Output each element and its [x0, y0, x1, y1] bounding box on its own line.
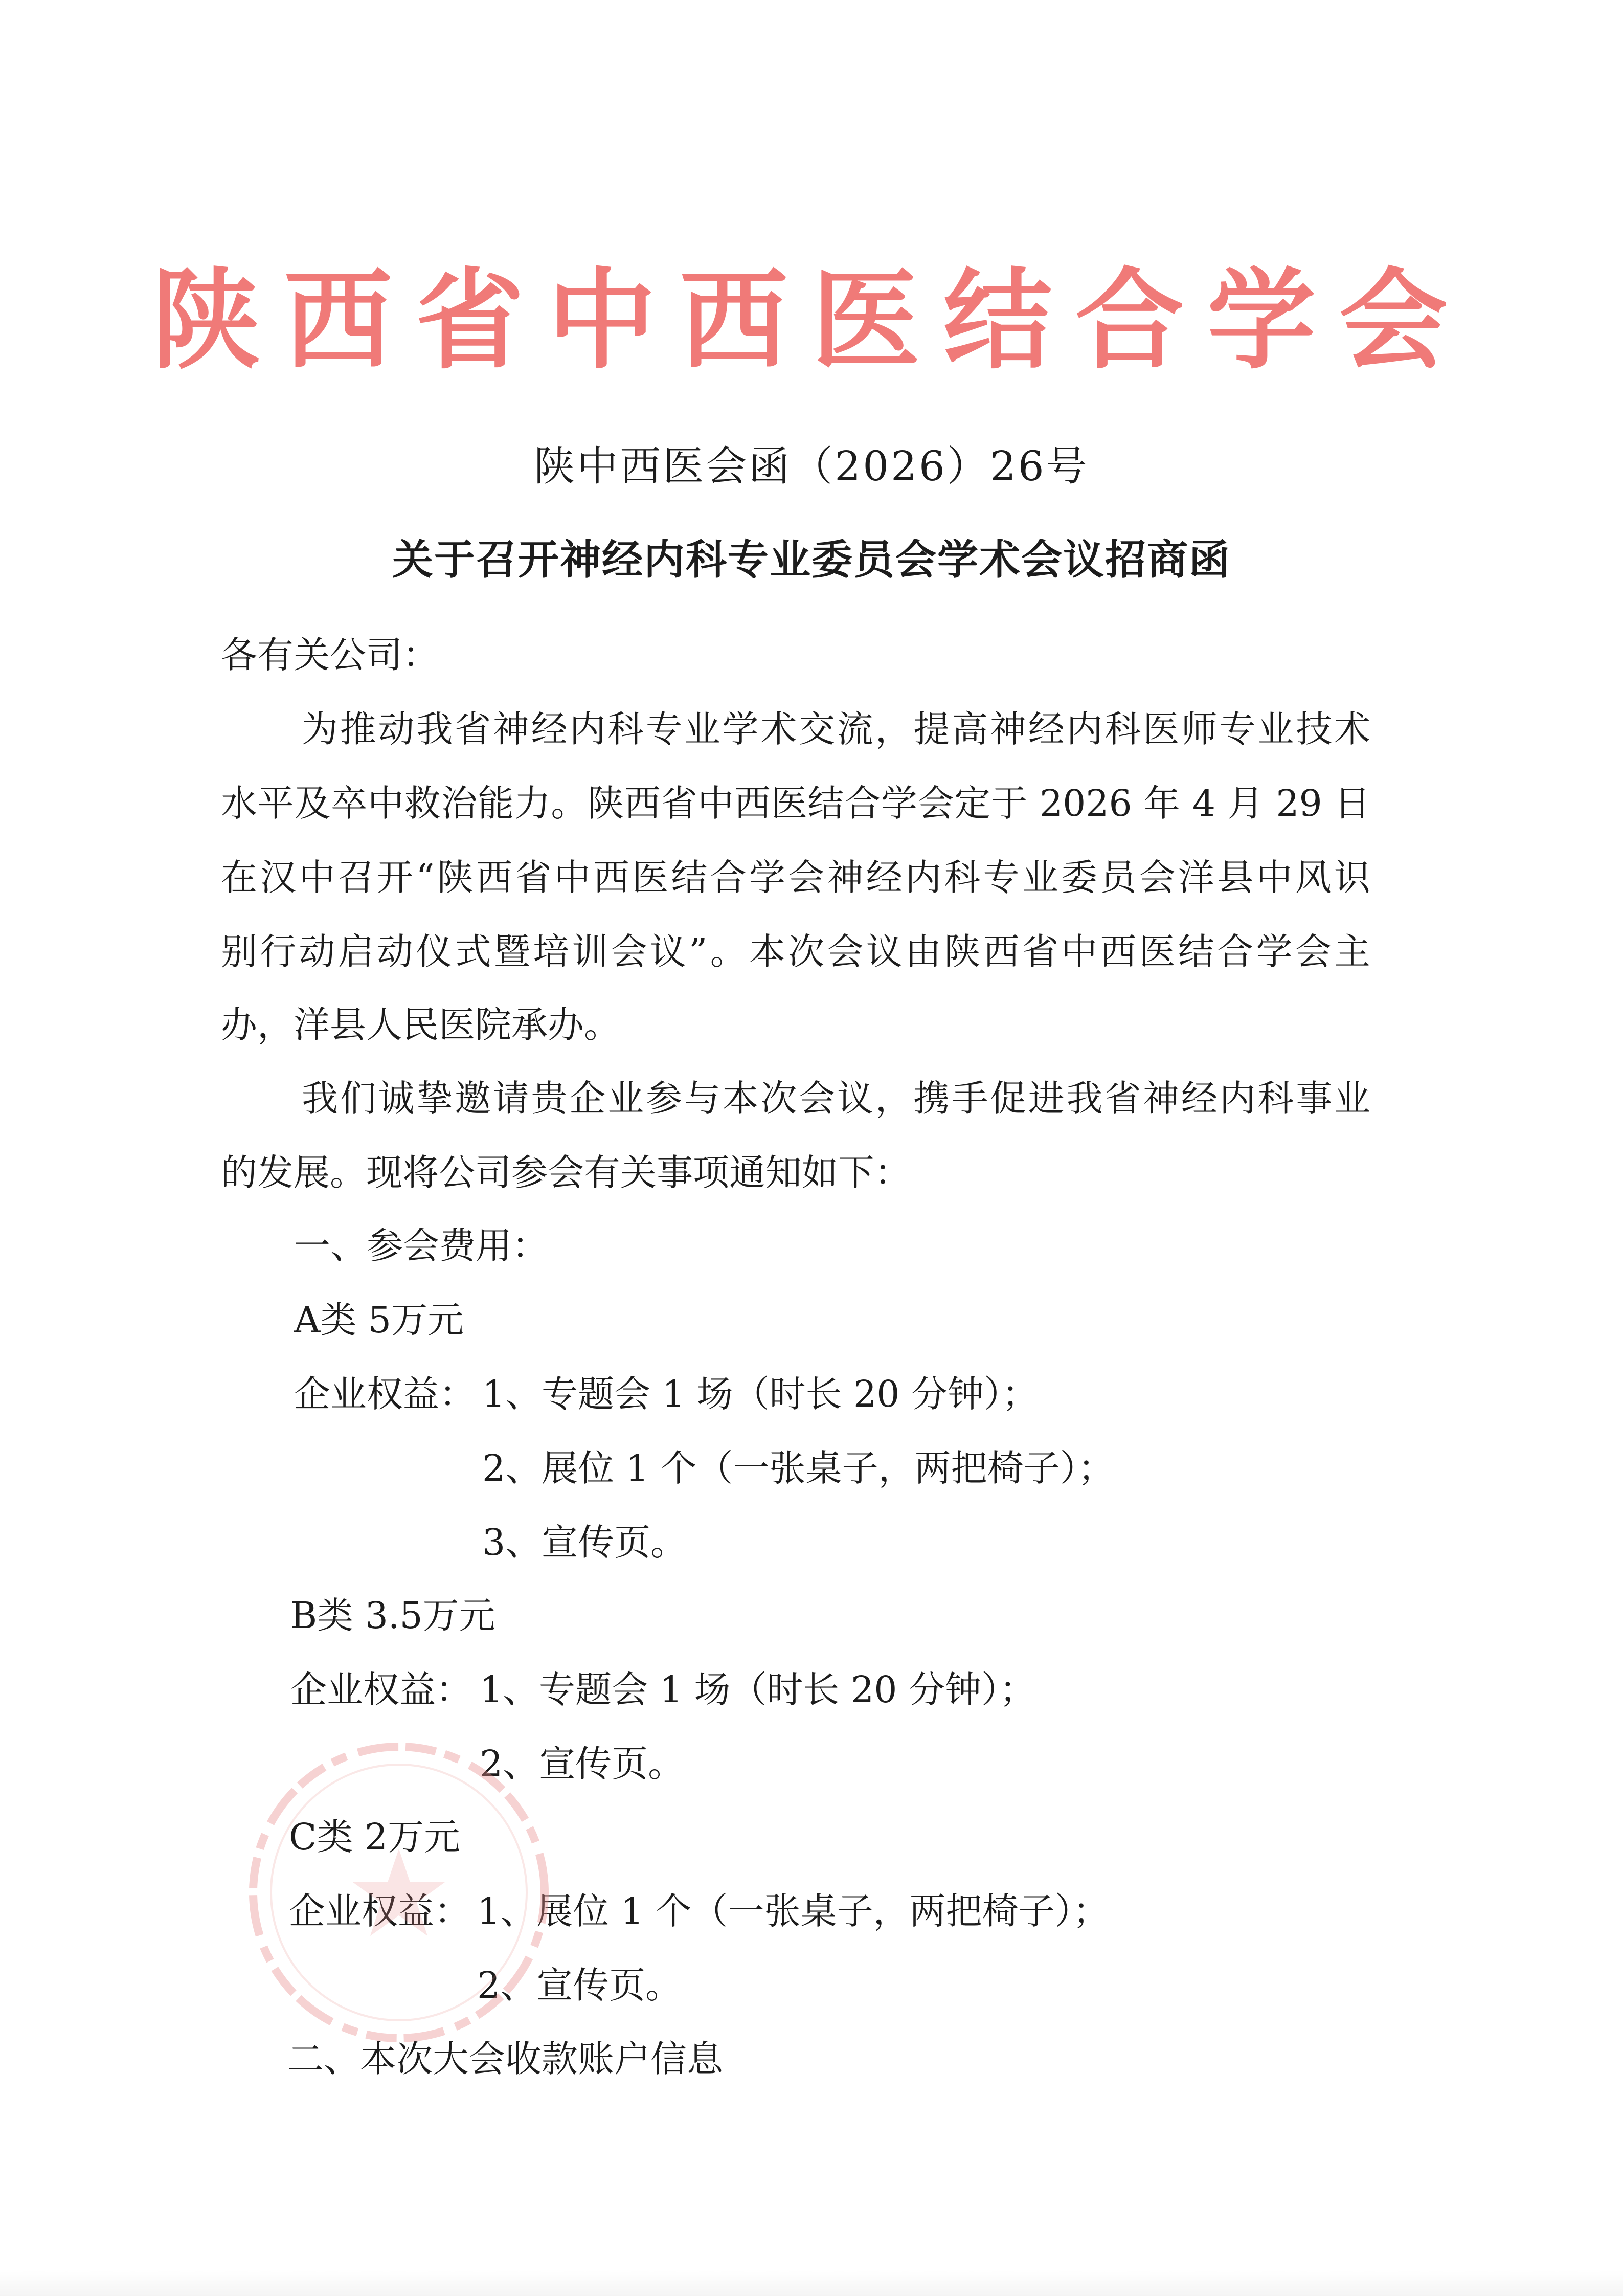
- benefits-label: 企业权益：: [289, 1890, 471, 1932]
- document-number: 陕中西医会函（2026）26号: [534, 442, 1089, 490]
- benefit-item: 2、展位 1 个（一张桌子，两把椅子）；: [482, 1447, 1114, 1489]
- paragraph-line: 办，洋县人民医院承办。: [221, 1004, 621, 1046]
- paragraph-line: 我们诚挚邀请贵企业参与本次会议，携手促进我省神经内科事业: [302, 1077, 1370, 1120]
- benefit-item: 1、专题会 1 场（时长 20 分钟）；: [480, 1668, 1036, 1711]
- document-title: 关于召开神经内科专业委员会学术会议招商函: [392, 536, 1231, 584]
- tier-label: B类 3.5万元: [290, 1594, 495, 1637]
- section-heading: 一、参会费用：: [294, 1224, 549, 1267]
- paragraph-line: 水平及卒中救治能力。陕西省中西医结合学会定于 2026 年 4 月 29 日: [221, 782, 1370, 824]
- benefit-item: 3、宣传页。: [482, 1521, 687, 1564]
- salutation: 各有关公司：: [221, 634, 439, 676]
- benefits-label: 企业权益：: [290, 1668, 472, 1711]
- benefit-item: 1、专题会 1 场（时长 20 分钟）；: [482, 1373, 1039, 1415]
- section-heading-account-info: 二、本次大会收款账户信息: [287, 2038, 724, 2080]
- tier-label: A类 5万元: [294, 1299, 464, 1341]
- benefit-item: 1、展位 1 个（一张桌子，两把椅子）；: [477, 1890, 1109, 1932]
- paragraph-line: 的发展。现将公司参会有关事项通知如下：: [221, 1151, 911, 1194]
- official-seal-stamp: [240, 1734, 557, 2051]
- tier-label: C类 2万元: [289, 1816, 461, 1858]
- benefit-item: 2、宣传页。: [477, 1964, 682, 2007]
- paragraph-line: 为推动我省神经内科专业学术交流，提高神经内科医师专业技术: [302, 708, 1370, 750]
- scan-bottom-edge: [0, 2271, 1623, 2296]
- benefits-label: 企业权益：: [294, 1373, 476, 1415]
- letterhead-org-name: 陕西省中西医结合学会: [152, 256, 1471, 384]
- paragraph-line: 别行动启动仪式暨培训会议”。本次会议由陕西省中西医结合学会主: [221, 930, 1370, 973]
- paragraph-line: 在汉中召开“陕西省中西医结合学会神经内科专业委员会洋县中风识: [221, 856, 1370, 899]
- benefit-item: 2、宣传页。: [480, 1743, 685, 1785]
